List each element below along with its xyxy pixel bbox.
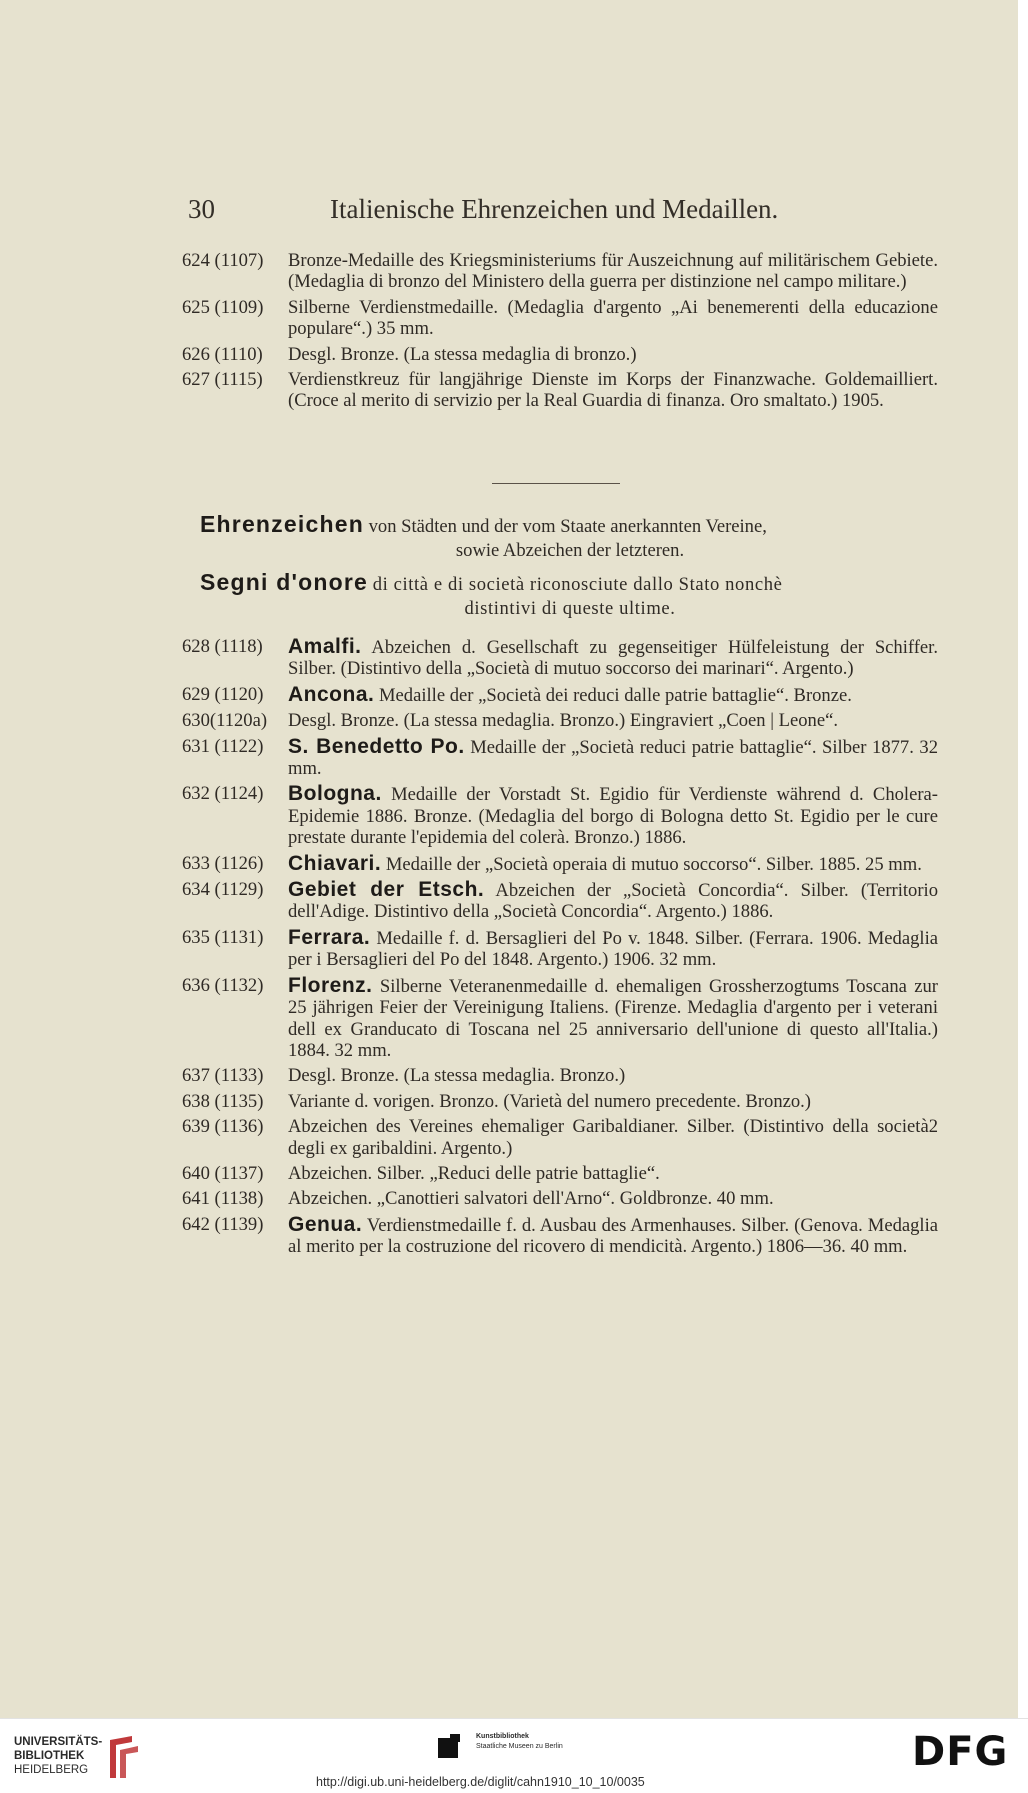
entry-number: 638 (1135)	[182, 1090, 264, 1112]
catalog-entry	[182, 636, 938, 680]
entry-number: 627 (1115)	[182, 369, 263, 391]
catalog-entry	[182, 369, 938, 412]
entry-place: Gebiet der Etsch.	[288, 878, 485, 902]
entry-number: 640 (1137)	[182, 1162, 264, 1184]
section-title-german: Ehrenzeichen	[200, 511, 364, 537]
entry-number: 642 (1139)	[182, 1213, 264, 1235]
section-subtitle-italian: di città e di società riconosciute dallo Stato nonchè	[372, 574, 783, 595]
entry-text: Medaille der „Società operaia di mutuo soccorso“. Silber. 1885. 25 mm.	[385, 853, 922, 875]
entry-text: Abzeichen der „Società Concordia“. Silber. (Territorio dell'Adige. Distintivo della „Società Concordia“. Argento.) 1886.	[288, 880, 938, 923]
section-subtitle-german-line2: sowie Abzeichen der letzteren.	[455, 540, 685, 561]
entry-place: Chiavari.	[288, 851, 382, 875]
entry-number: 626 (1110)	[182, 343, 263, 365]
entry-text: Abzeichen d. Gesellschaft zu gegenseitiger Hülfeleistung der Schiffer. Silber. (Distintivo della „Società di mutuo soccorso dei marinari“. Argento.)	[288, 637, 938, 680]
catalog-entry	[182, 1116, 938, 1159]
running-header	[188, 194, 788, 230]
catalog-entry	[182, 1091, 938, 1112]
ub-emblem-icon	[102, 1732, 142, 1782]
entry-number: 634 (1129)	[182, 879, 264, 901]
entry-number: 639 (1136)	[182, 1116, 264, 1138]
entry-text: Variante d. vorigen. Bronzo. (Varietà del numero precedente. Bronzo.)	[288, 1090, 812, 1112]
entry-text: Abzeichen. Silber. „Reduci delle patrie battaglie“.	[288, 1162, 660, 1184]
catalog-entry	[182, 783, 938, 848]
entry-number: 631 (1122)	[182, 735, 264, 757]
entry-place: S. Benedetto Po.	[288, 734, 465, 758]
entry-text: Silberne Verdienstmedaille. (Medaglia d'argento „Ai benemerenti della educazione populare“.) 35 mm.	[288, 296, 938, 340]
catalog-entry	[182, 853, 938, 875]
entry-text: Verdienstkreuz für langjährige Dienste im Korps der Finanzwache. Goldemailliert. (Croce al merito di servizio per la Real Guardia di finanza. Oro smaltato.) 1905.	[288, 369, 938, 412]
section-subtitle-italian-line2: distintivi di queste ultime.	[464, 598, 676, 619]
section-subtitle-german: von Städten und der vom Staate anerkannten Vereine,	[368, 516, 767, 537]
section-heading-italian	[200, 570, 940, 621]
entry-extra: 2	[928, 1116, 938, 1138]
entry-text: Desgl. Bronze. (La stessa medaglia di bronzo.)	[288, 343, 637, 365]
kunstbibliothek-logo: Kunstbibliothek Staatliche Museen zu Berlin	[438, 1728, 638, 1768]
catalog-entry	[182, 1188, 938, 1209]
entry-text: Abzeichen. „Canottieri salvatori dell'Arno“. Goldbronze. 40 mm.	[288, 1188, 774, 1210]
entry-text: Medaille der Vorstadt St. Egidio für Verdienste während d. Cholera-Epidemie 1886. Bronze. (Medaglia del borgo di Bologna detto St. Egidio per le cure prestate durante l'epidemia del colerà. Bronzo.) 1886.	[288, 784, 938, 849]
entry-place: Genua.	[288, 1212, 363, 1236]
entry-number: 625 (1109)	[182, 296, 264, 318]
catalog-entry	[182, 1065, 938, 1086]
entry-number: 641 (1138)	[182, 1188, 264, 1210]
catalog-entry	[182, 297, 938, 340]
catalog-entry	[182, 710, 938, 731]
catalog-entry	[182, 975, 938, 1062]
catalog-entry	[182, 250, 938, 293]
entry-text: Desgl. Bronze. (La stessa medaglia. Bronzo.) Eingraviert „Coen | Leone“.	[288, 710, 838, 732]
entry-number: 637 (1133)	[182, 1065, 264, 1087]
entry-place: Ancona.	[288, 682, 375, 706]
catalog-entry	[182, 879, 938, 923]
entry-number: 628 (1118)	[182, 636, 263, 657]
catalog-entries-top	[182, 250, 938, 416]
entry-text: Medaille der „Società dei reduci dalle patrie battaglie“. Bronze.	[379, 684, 852, 706]
ub-heidelberg-logo: UNIVERSITÄTS- BIBLIOTHEK HEIDELBERG	[14, 1736, 103, 1776]
catalog-entry	[182, 1214, 938, 1258]
entry-number: 633 (1126)	[182, 852, 264, 874]
entry-place: Ferrara.	[288, 925, 371, 949]
entry-number: 629 (1120)	[182, 683, 264, 705]
catalog-entry	[182, 344, 938, 365]
section-title-italian: Segni d'onore	[200, 569, 369, 595]
source-url-link[interactable]: http://digi.ub.uni-heidelberg.de/diglit/cahn1910_10_10/0035	[316, 1775, 645, 1789]
entry-place: Florenz.	[288, 973, 373, 997]
entry-text: Silberne Veteranenmedaille d. ehemaligen Grossherzogtums Toscana zur 25 jährigen Feier der Vereinigung Italiens. (Firenze. Medaglia d'argento per i veterani dell ex Granducato di Toscana nel 25 anniversario dell'unione di questo all'Italia.) 1884. 32 mm.	[288, 975, 938, 1061]
entry-number: 624 (1107)	[182, 250, 264, 271]
entry-number: 635 (1131)	[182, 926, 264, 948]
entry-number: 632 (1124)	[182, 783, 264, 805]
entry-text: Desgl. Bronze. (La stessa medaglia. Bronzo.)	[288, 1065, 626, 1087]
entry-number: 636 (1132)	[182, 974, 264, 996]
section-heading-german	[200, 512, 940, 563]
page-title: Italienische Ehrenzeichen und Medaillen.	[330, 194, 779, 224]
catalog-entry	[182, 927, 938, 971]
entry-text: Abzeichen des Vereines ehemaliger Garibaldianer. Silber. (Distintivo della società degli ex garibaldini. Argento.)	[288, 1116, 929, 1159]
section-divider	[492, 483, 620, 484]
entry-number: 630(1120a)	[182, 710, 268, 732]
entry-text: Medaille f. d. Bersaglieri del Po v. 1848. Silber. (Ferrara. 1906. Medaglia per i Bersaglieri del Po del 1848. Argento.) 1906. 32 mm.	[288, 927, 938, 971]
page-edge	[1018, 0, 1028, 1718]
page-number: 30	[188, 194, 215, 224]
entry-text: Bronze-Medaille des Kriegsministeriums für Auszeichnung auf militärischem Gebiete. (Medaglia di bronzo del Ministero della guerra per distinzione nel campo militare.)	[288, 250, 938, 293]
catalog-entries-bottom	[182, 636, 938, 1262]
catalog-entry	[182, 684, 938, 706]
entry-text: Verdienstmedaille f. d. Ausbau des Armenhauses. Silber. (Genova. Medaglia al merito per la costruzione del ricovero di mendicità. Argento.) 1806—36. 40 mm.	[288, 1214, 939, 1258]
catalog-entry	[182, 1163, 938, 1184]
kunstbibliothek-mark-icon	[438, 1734, 460, 1760]
dfg-logo: DFG	[912, 1729, 1009, 1775]
catalog-entry	[182, 736, 938, 780]
entry-place: Bologna.	[288, 782, 382, 806]
entry-text: Medaille der „Società reduci patrie battaglie“. Silber 1877. 32 mm.	[288, 736, 939, 780]
entry-place: Amalfi.	[288, 635, 362, 658]
